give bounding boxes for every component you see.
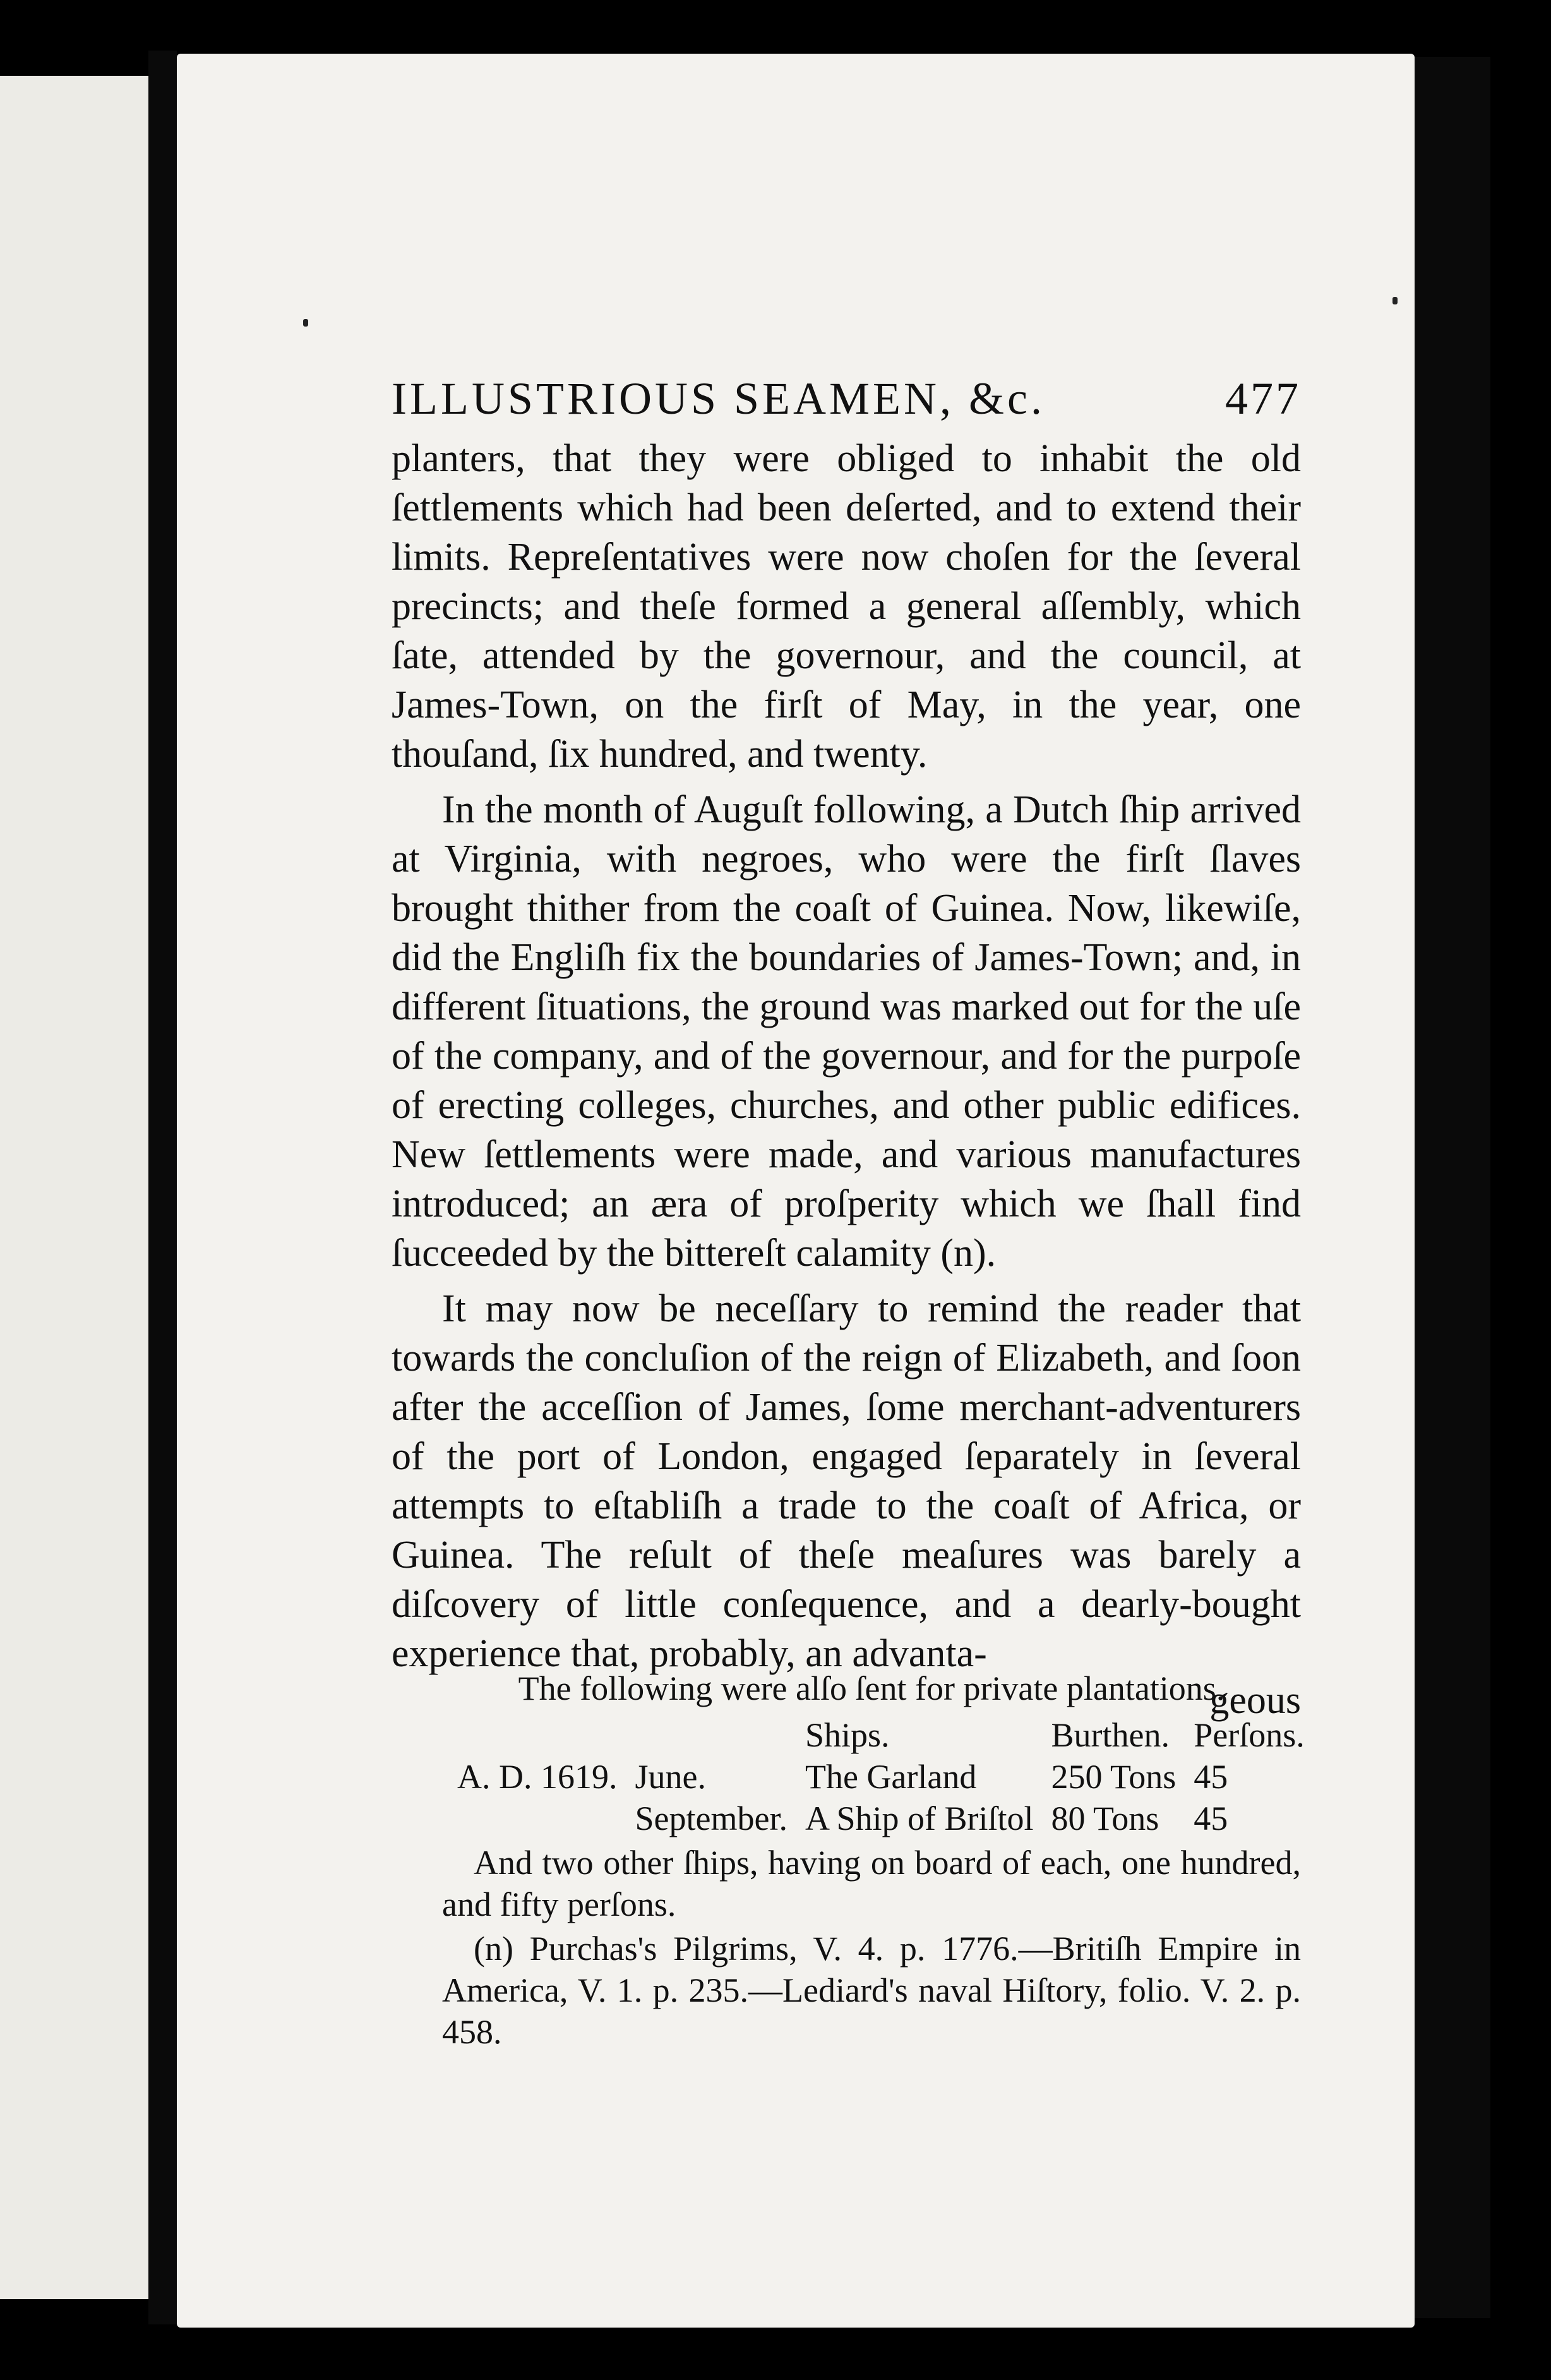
note-text: And two other ſhips, having on board of each, one hundred, and fifty perſons.	[442, 1844, 1301, 1923]
page-number: 477	[1225, 373, 1301, 424]
table-cell: 250 Tons	[1051, 1758, 1177, 1796]
table-cell: 45	[1194, 1800, 1228, 1837]
facing-page-edge	[0, 76, 148, 2299]
table-cell: A. D. 1619.	[457, 1758, 618, 1796]
table-header-cell	[626, 1714, 796, 1756]
paragraph: It may now be neceſſary to remind the reader that towards the concluſion of the reign of Elizabeth, and ſoon after the acceſſion of James, ſome merchant-adventurers of the port of London, engaged ſeparately in ſeveral attempts to eſtabliſh a trade to the coaſt of Africa, or Guinea. The reſult of theſe meaſures was barely a diſcovery of little conſequence, and a dearly-bought experience that, probably, an advanta-	[392, 1287, 1301, 1675]
table-header-cell: Burthen.	[1051, 1716, 1170, 1754]
ships-table	[448, 1714, 1314, 1839]
table-cell: September.	[635, 1800, 787, 1837]
book-gutter	[148, 51, 177, 2324]
table-row	[448, 1798, 1314, 1839]
table-cell: 45	[1194, 1758, 1228, 1796]
ink-speck	[303, 319, 308, 327]
notes-section	[442, 1668, 1305, 2053]
table-header-cell: Ships.	[805, 1716, 890, 1754]
main-text-block	[392, 373, 1301, 1722]
body-text	[392, 434, 1301, 1722]
table-header-cell	[448, 1714, 626, 1756]
paragraph: In the month of Auguſt following, a Dutch ſhip arrived at Virginia, with negroes, who were the firſt ſlaves brought thither from the coaſt of Guinea. Now, likewiſe, did the Engliſh fix the boundaries of James-Town; and, in different ſituations, the ground was marked out for the uſe of the company, and of the governour, and for the purpoſe of erecting colleges, churches, and other public edifices. New ſettlements were made, and various manufactures introduced; an æra of proſperity which we ſhall find ſucceeded by the bittereſt calamity (n).	[392, 788, 1301, 1275]
running-head	[392, 373, 1301, 425]
table-cell	[448, 1798, 626, 1839]
table-cell: The Garland	[805, 1758, 977, 1796]
catchword: geous	[1209, 1679, 1301, 1722]
table-cell: 80 Tons	[1051, 1800, 1159, 1837]
notes-heading: The following were alſo ſent for private plantations.	[518, 1669, 1225, 1707]
footnote: (n) Purchas's Pilgrims, V. 4. p. 1776.—Britiſh Empire in America, V. 1. p. 235.—Lediard's naval Hiſtory, folio. V. 2. p. 458.	[442, 1930, 1301, 2051]
ink-speck	[1392, 297, 1398, 304]
running-title: ILLUSTRIOUS SEAMEN, &c.	[392, 373, 1045, 424]
table-header-row	[448, 1714, 1314, 1756]
paragraph: planters, that they were obliged to inhabit the old ſettlements which had been deſerted, and to extend their limits. Repreſentatives were now choſen for the ſeveral precincts; and theſe formed a general aſſembly, which ſate, attended by the governour, and the council, at James-Town, on the firſt of May, in the year, one thouſand, ſix hundred, and twenty.	[392, 437, 1301, 776]
table-row	[448, 1756, 1314, 1798]
table-cell: June.	[635, 1758, 706, 1796]
page-edge-shadow	[1415, 57, 1490, 2318]
table-cell: A Ship of Briſtol	[805, 1800, 1034, 1837]
table-header-cell: Perſons.	[1194, 1716, 1305, 1754]
